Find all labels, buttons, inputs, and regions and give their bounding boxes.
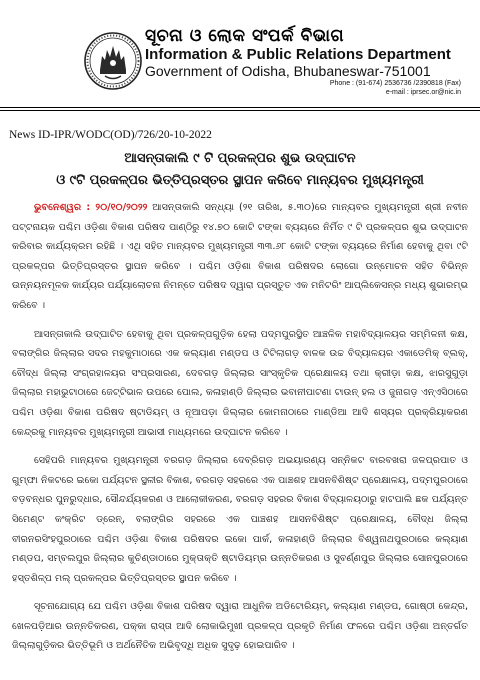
odisha-government-seal-icon xyxy=(83,30,143,92)
header-rule-bottom xyxy=(0,110,480,111)
letterhead-text xyxy=(145,26,473,97)
headline-line-1: ଆସନ୍ତାକାଲି ୯ ଟି ପ୍ରକଳ୍ପର ଶୁଭ ଉଦ୍‌ଘାଟନ xyxy=(124,151,356,166)
email-address: e-mail : iprsec.or@nic.in xyxy=(385,89,461,96)
department-name-english: Information & Public Relations Department xyxy=(145,46,451,63)
letterhead xyxy=(83,26,473,100)
news-id: News ID-IPR/WODC(OD)/726/20-10-2022 xyxy=(9,129,212,141)
paragraph-2: ଆସନ୍ତାକାଲି ଉଦ୍‌ଘାଟିତ ହେବାକୁ ଥିବା ପ୍ରକଳ୍ପଗୁଡ଼ିକ ହେଲା ପଦ୍ମପୁରସ୍ଥିତ ଆଞ୍ଚଳିକ ମହାବିଦ୍ୟାଳୟର ସମ୍ମିଳନୀ କକ୍ଷ, ବଲାଙ୍ଗିର ଜିଲ୍ଲାର ସଦର ମହକୁମାଠାରେ ଏକ କଲ୍ୟାଣ ମଣ୍ଡପ ଓ ଟିଟିଲାଗଡ଼ ବାଳକ ଉଚ୍ଚ ବିଦ୍ୟାଳୟର ଏକାଡେମିକ୍ ବ୍ଲକ୍, ବୌଦ୍ଧ ଜିଲ୍ଲା ସଂଗ୍ରହାଳୟର ସଂପ୍ରସାରଣ, ଦେବଗଡ଼ ଜିଲ୍ଲାର ସାଂସ୍କୃତିକ ପ୍ରେକ୍ଷାଳୟ ତଥା କ୍ରୀଡ଼ା କକ୍ଷ, ଝାରସୁଗୁଡ଼ା ଜିଲ୍ଲାର ମହାଭୁଟାଠାରେ ଜେଟ୍ଟିଭାଳ ଉପରେ ପୋଲ, କଳାହାଣ୍ଡି ଜିଲ୍ଲାର ଭବାନୀପାଟଣା ଟାଉନ୍ ହଲ ଓ ଜୁନାଗଡ଼ ଏନ୍‌ଏସିଠାରେ ପଶ୍ଚିମ ଓଡ଼ିଶା ବିକାଶ ପରିଷଦ ଷ୍ଟାଡିୟମ୍ ଓ ନୂଆପଡ଼ା ଜିଲ୍ଲାର କୋମନାଠାରେ ମାଣ୍ଡିଆ ଆଦି ଶସ୍ୟର ପ୍ରକ୍ରିୟାକରଣ କେନ୍ଦ୍ରକୁ ମାନ୍ୟବର ମୁଖ୍ୟମନ୍ତ୍ରୀ ଆଭାସୀ ମାଧ୍ୟମରେ ଉଦ୍‌ଘାଟନ କରିବେ । xyxy=(12,328,468,438)
headline-line-2: ଓ ୯ଟି ପ୍ରକଳ୍ପର ଭିତ୍ତିପ୍ରସ୍ତର ସ୍ଥାପନ କରିବେ ମାନ୍ୟବର ମୁଖ୍ୟମନ୍ତ୍ରୀ xyxy=(56,173,424,188)
paragraph-3: ସେହିପରି ମାନ୍ୟବର ମୁଖ୍ୟମନ୍ତ୍ରୀ ବରଗଡ଼ ଜିଲ୍ଲାର ଦେବ୍ରିଗଡ଼ ଅଭୟାରଣ୍ୟ ସନ୍ନିକଟ ବାରବଖରା ଜଳପ୍ରପାତ ଓ ଗୁମ୍ଫା ନିକଟରେ ଇକୋ ପର୍ଯ୍ୟଟନ ସ୍ଥଳୀର ବିକାଶ, ବରଗଡ଼ ସହରରେ ଏକ ପାଞ୍ଚଶହ ଆସନବିଶିଷ୍ଟ ପ୍ରେକ୍ଷାଳୟ, ପଦ୍ମପୁରଠାରେ ବଡ଼ବନ୍ଧର ପୁନରୁଦ୍ଧାର, ସୌନ୍ଦର୍ଯ୍ୟକରଣ ଓ ଆଲୋକୀକରଣ, ବରଗଡ଼ ସହରର ବିକାଶ ବିଦ୍ୟାଳୟଠାରୁ ହାଟପାଲି ଛକ ପର୍ଯ୍ୟନ୍ତ ସିମେଣ୍ଟ କଂକ୍ରିଟ ଡ୍ରେନ୍, ବଲାଙ୍ଗିର ସହରରେ ଏକ ପାଞ୍ଚଶହ ଆସନବିଶିଷ୍ଟ ପ୍ରେକ୍ଷାଳୟ, ବୌଦ୍ଧ ଜିଲ୍ଲା ବୀରନରସିଂହପୁରଠାରେ ପଶ୍ଚିମ ଓଡ଼ିଶା ବିକାଶ ପରିଷଦର ଇକୋ ପାର୍କ, କଳାହାଣ୍ଡି ଜିଲ୍ଲାର ବିଶ୍ୱନାଥପୁରଠାରେ କଲ୍ୟାଣ ମଣ୍ଡପ, ସମ୍ବଲପୁର ଜିଲ୍ଲାର କୁଚିଣ୍ଡାଠାରେ ମୁକ୍ତାକ୍ତି ଷ୍ଟାଡିୟମ୍‌ର ଉନ୍ନତିକରଣ ଓ ସୁବର୍ଣ୍ଣପୁର ଜିଲ୍ଲାର ସୋନପୁରଠାରେ ହସ୍ତଶିଳ୍ପ ମଲ୍ ପ୍ରକଳ୍ପର ଭିତ୍ତିପ୍ରସ୍ତର ସ୍ଥାପନ କରିବେ । xyxy=(12,455,468,584)
press-release-body xyxy=(12,198,468,656)
paragraph-1 xyxy=(12,198,468,316)
header-rule-top xyxy=(0,107,480,108)
dateline: ଭୁବନେଶ୍ୱର : ୨୦/୧୦/୨୦୨୨ xyxy=(34,202,148,213)
department-name-odia: ସୂଚନା ଓ ଲୋକ ସଂପର୍କ ବିଭାଗ xyxy=(145,26,345,46)
government-address: Government of Odisha, Bhubaneswar-751001 xyxy=(145,63,431,79)
paragraph-1-text: ଆସନ୍ତାକାଲି ସନ୍ଧ୍ୟା (୨୧ ତାରିଖ, ୫.୩୦)ରେ ମାନ୍ୟବର ମୁଖ୍ୟମନ୍ତ୍ରୀ ଶ୍ରୀ ନବୀନ ପଟ୍ଟନାୟକ ପଶ୍ଚିମ ଓଡ଼ିଶା ବିକାଶ ପରିଷଦ ପାଣ୍ଠିରୁ ୧୪.୭୦ କୋଟି ଟଙ୍କା ବ୍ୟୟରେ ନିର୍ମିତ ୯ ଟି ପ୍ରକଳ୍ପର ଶୁଭ ଉଦ୍‌ଘାଟନ କରିବାର କାର୍ଯ୍ୟକ୍ରମ ରହିଛି । ଏଥି ସହିତ ମାନ୍ୟବର ମୁଖ୍ୟମନ୍ତ୍ରୀ ୩୩.୬୮ କୋଟି ଟଙ୍କା ବ୍ୟୟରେ ନିର୍ମାଣ ହେବାକୁ ଥିବା ୯ଟି ପ୍ରକଳ୍ପର ଭିତ୍ତିପ୍ରସ୍ତର ସ୍ଥାପନ କରିବେ । ପଶ୍ଚିମ ଓଡ଼ିଶା ବିକାଶ ପରିଷଦର ଲୋଗୋ ଉନ୍ମୋଚନ ସହିତ ବିଭିନ୍ନ ଉନ୍ନୟନମୂଳକ କାର୍ଯ୍ୟର ପର୍ଯ୍ୟାଲୋଚନା ନିମନ୍ତେ ପରିଷଦ ଦ୍ୱାରା ପ୍ରସ୍ତୁତ ଏକ ମନିଟରିଂ ଆପ୍ଲିକେସନ୍‌ର ମଧ୍ୟ ଶୁଭାରମ୍ଭ କରିବେ । xyxy=(12,202,468,311)
paragraph-4: ସୂଚନାଯୋଗ୍ୟ ଯେ ପଶ୍ଚିମ ଓଡ଼ିଶା ବିକାଶ ପରିଷଦ ଦ୍ୱାରା ଆଧୁନିକ ଅଡିଟୋରିୟମ୍, କଲ୍ୟାଣ ମଣ୍ଡପ, ଗୋଷ୍ଠୀ କେନ୍ଦ୍ର, ଖେଳପଡ଼ିଆର ଉନ୍ନତିକରଣ, ପକ୍କା ରାସ୍ତା ଆଦି ଲୋକାଭିମୁଖୀ ପ୍ରକଳ୍ପ ପ୍ରକୃତି ନିର୍ମାଣ ଫଳରେ ପଶ୍ଚିମ ଓଡ଼ିଶା ଅନ୍ତର୍ଗତ ଜିଲ୍ଲାଗୁଡ଼ିକର ଭିତ୍ତିଭୂମି ଓ ଅର୍ଥନୈତିକ ଅଭିବୃଦ୍ଧି ଅଧିକ ସୁଦୃଢ଼ ହୋଇପାରିବ । xyxy=(12,601,468,652)
phone-number: Phone : (91-674) 2536736 /2390818 (Fax) xyxy=(329,80,461,87)
